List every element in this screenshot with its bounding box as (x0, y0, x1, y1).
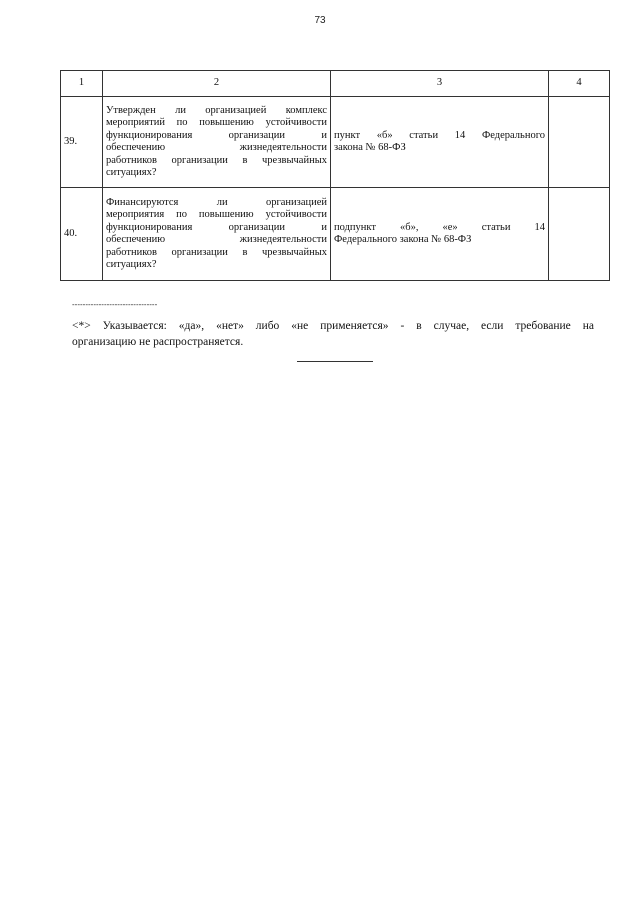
requirement-line: ситуациях? (106, 259, 157, 270)
row-number: 39. (61, 97, 103, 188)
requirement-line: Утвержден ли организацией комплекс (106, 104, 327, 116)
footnote-line: организацию не распространяется. (72, 336, 244, 348)
requirement-text (103, 188, 331, 281)
reference-line: закона № 68-ФЗ (334, 142, 406, 153)
footnote-line: <*> Указывается: «да», «нет» либо «не применяется» - в случае, если требование на (72, 320, 594, 332)
requirement-line: обеспечению жизнедеятельности (106, 142, 327, 153)
reference-line: подпункт «б», «е» статьи 14 (334, 221, 545, 233)
column-header-3: 3 (331, 71, 549, 97)
reference-line: Федерального закона № 68-ФЗ (334, 234, 472, 245)
footnote (72, 318, 594, 350)
row-number: 40. (61, 188, 103, 281)
table-row (61, 97, 610, 188)
legal-reference (331, 97, 549, 188)
end-of-document-rule (297, 361, 373, 362)
answer-cell[interactable] (549, 188, 610, 281)
legal-reference (331, 188, 549, 281)
reference-line: пункт «б» статьи 14 Федерального (334, 129, 545, 141)
requirement-line: ситуациях? (106, 167, 157, 178)
requirement-line: мероприятия по повышению устойчивости (106, 209, 327, 220)
page-number: 73 (314, 15, 326, 26)
requirement-text (103, 97, 331, 188)
requirement-line: работников организации в чрезвычайных (106, 154, 327, 166)
footnote-separator: -------------------------------- (72, 300, 158, 309)
answer-cell[interactable] (549, 97, 610, 188)
requirement-line: обеспечению жизнедеятельности (106, 234, 327, 245)
table-header-row (61, 71, 610, 97)
column-header-2: 2 (103, 71, 331, 97)
table-row (61, 188, 610, 281)
requirement-line: работников организации в чрезвычайных (106, 246, 327, 258)
requirement-line: мероприятий по повышению устойчивости (106, 117, 327, 128)
requirement-line: функционирования организации и (106, 221, 327, 233)
column-header-4: 4 (549, 71, 610, 97)
requirement-line: функционирования организации и (106, 129, 327, 141)
requirement-line: Финансируются ли организацией (106, 196, 327, 208)
column-header-1: 1 (61, 71, 103, 97)
checklist-table (60, 70, 610, 281)
